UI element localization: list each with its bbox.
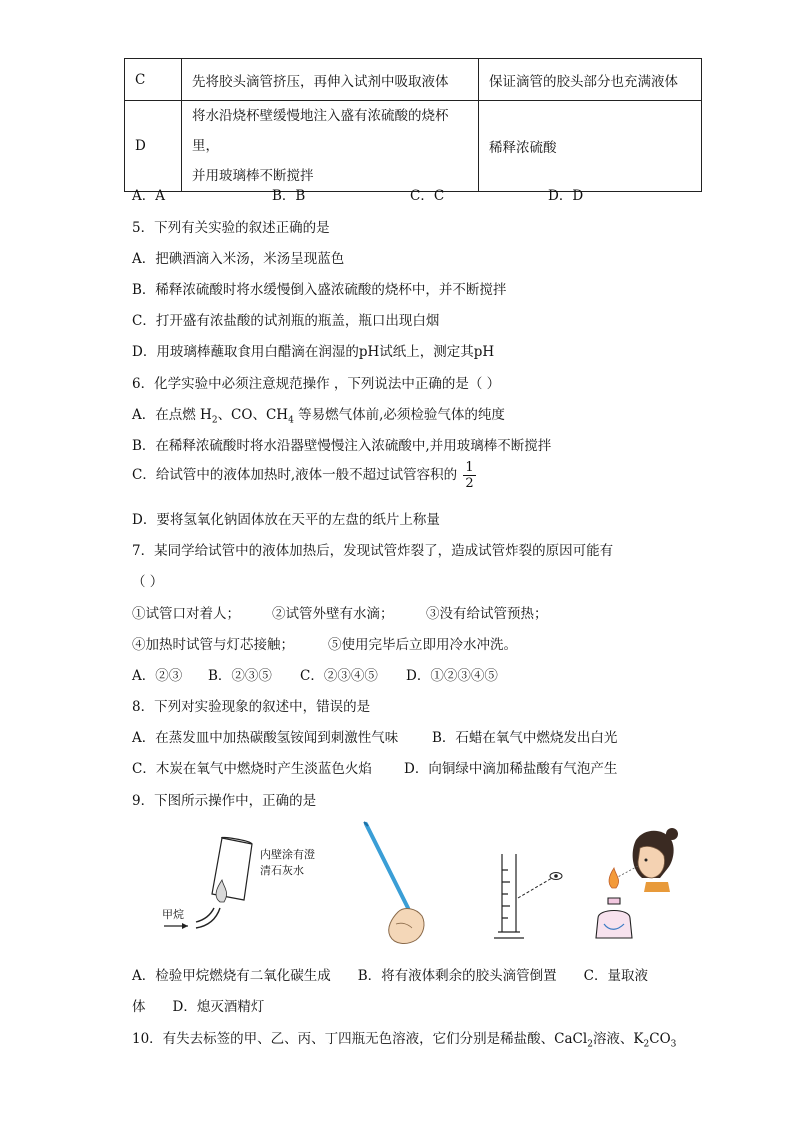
lamp-flame-icon — [609, 868, 619, 888]
q7-option-a: A．②③ — [132, 668, 183, 684]
table-row — [125, 101, 702, 192]
sight-line — [518, 878, 552, 898]
q4-option-d: D．D — [548, 188, 584, 204]
text: A．在点燃 H — [132, 407, 212, 423]
q8-option-c: C．木炭在氧气中燃烧时产生淡蓝色火焰 — [132, 761, 372, 777]
q7-stem: 7．某同学给试管中的液体加热后，发现试管炸裂了，造成试管炸裂的原因可能有 — [132, 543, 614, 559]
figure-alcohol-lamp — [590, 826, 690, 951]
row-label: C — [125, 59, 182, 101]
q6-option-b: B．在稀释浓硫酸时将水沿器壁慢慢注入浓硫酸中,并用玻璃棒不断搅拌 — [132, 438, 552, 454]
hand-icon — [389, 909, 424, 944]
q9-options-line1: A．检验甲烷燃烧有二氧化碳生成 B．将有液体剩余的胶头滴管倒置 C．量取液 — [132, 968, 648, 984]
q9-stem: 9．下图所示操作中，正确的是 — [132, 793, 317, 809]
q7-item: ④加热时试管与灯芯接触； — [132, 637, 294, 653]
q4-option-b: B．B — [272, 188, 306, 204]
figure-methane-test — [160, 830, 320, 950]
text: CO — [649, 1031, 671, 1047]
figure-dropper — [360, 820, 440, 950]
arrow-head-icon — [182, 923, 188, 929]
q7-blank: （ ） — [132, 574, 164, 590]
text: C．给试管中的液体加热时,液体一般不超过试管容积的 — [132, 467, 458, 483]
operation-cell: 先将胶头滴管挤压，再伸入试剂中吸取液体 — [182, 59, 479, 101]
subscript: 2 — [643, 1039, 650, 1050]
q9-options-line2: 体 D．熄灭酒精灯 — [132, 999, 265, 1015]
q5-option-c: C．打开盛有浓盐酸的试剂瓶的瓶盖，瓶口出现白烟 — [132, 313, 440, 329]
breath-line — [616, 866, 638, 878]
denominator: 2 — [465, 476, 474, 491]
q8-stem: 8．下列对实验现象的叙述中，错误的是 — [132, 699, 371, 715]
flame-icon — [216, 880, 227, 902]
q4-option-a: A．A — [132, 188, 165, 204]
q8-option-b: B．石蜡在氧气中燃烧发出白光 — [432, 730, 618, 746]
q10-stem — [132, 1027, 676, 1050]
graduated-cylinder-icon — [494, 854, 524, 938]
subscript: 3 — [670, 1039, 677, 1050]
q4-option-c: C．C — [410, 188, 445, 204]
q5-stem: 5．下列有关实验的叙述正确的是 — [132, 220, 330, 236]
q5-option-b: B．稀释浓硫酸时将水缓慢倒入盛浓硫酸的烧杯中，并不断搅拌 — [132, 282, 507, 298]
operation-line: 将水沿烧杯壁缓慢地注入盛有浓硫酸的烧杯里， — [192, 108, 449, 154]
q6-option-d: D．要将氢氧化钠固体放在天平的左盘的纸片上称量 — [132, 512, 440, 528]
numerator: 1 — [465, 460, 474, 475]
gas-tube-icon — [196, 908, 220, 928]
q5-option-d: D．用玻璃棒蘸取食用白醋滴在润湿的pH试纸上，测定其pH — [132, 344, 495, 360]
table-row — [125, 59, 702, 101]
alcohol-lamp-icon — [596, 898, 632, 938]
fraction — [463, 460, 475, 491]
operation-cell — [182, 101, 479, 192]
text: 溶液、K — [592, 1031, 644, 1047]
q7-option-b: B．②③⑤ — [208, 668, 272, 684]
operation-line: 并用玻璃棒不断搅拌 — [192, 168, 314, 184]
row-label: D — [125, 101, 182, 192]
q7-option-d: D．①②③④⑤ — [406, 668, 498, 684]
options-table — [124, 58, 702, 192]
text: 等易燃气体前,必须检验气体的纯度 — [293, 407, 505, 423]
pupil-icon — [554, 874, 558, 878]
q7-item: ⑤使用完毕后立即用冷水冲洗。 — [328, 637, 517, 653]
q7-option-c: C．②③④⑤ — [300, 668, 378, 684]
girl-head-icon — [633, 828, 678, 892]
q7-item: ②试管外壁有水滴； — [272, 606, 394, 622]
q6-option-c — [132, 460, 476, 491]
text: 10．有失去标签的甲、乙、丙、丁四瓶无色溶液，它们分别是稀盐酸、CaCl — [132, 1031, 588, 1047]
subscript: 4 — [288, 415, 294, 426]
figure-label: 清石灰水 — [260, 865, 304, 877]
q6-option-a — [132, 403, 505, 426]
q8-option-d: D．向铜绿中滴加稀盐酸有气泡产生 — [404, 761, 618, 777]
q5-option-a: A．把碘酒滴入米汤，米汤呈现蓝色 — [132, 251, 345, 267]
purpose-cell: 保证滴管的胶头部分也充满液体 — [479, 59, 702, 101]
q7-item: ①试管口对着人； — [132, 606, 240, 622]
figure-label: 内壁涂有澄 — [260, 849, 315, 861]
figure-graduated-cylinder — [488, 850, 568, 945]
figure-label: 甲烷 — [162, 909, 184, 921]
q7-item: ③没有给试管预热； — [426, 606, 548, 622]
text: 、CO、CH — [217, 407, 289, 423]
q6-stem: 6．化学实验中必须注意规范操作 ，下列说法中正确的是（ ） — [132, 376, 501, 392]
subscript: 2 — [587, 1039, 593, 1050]
subscript: 2 — [211, 415, 218, 426]
purpose-cell: 稀释浓硫酸 — [479, 101, 702, 192]
q8-option-a: A．在蒸发皿中加热碳酸氢铵闻到刺激性气味 — [132, 730, 399, 746]
